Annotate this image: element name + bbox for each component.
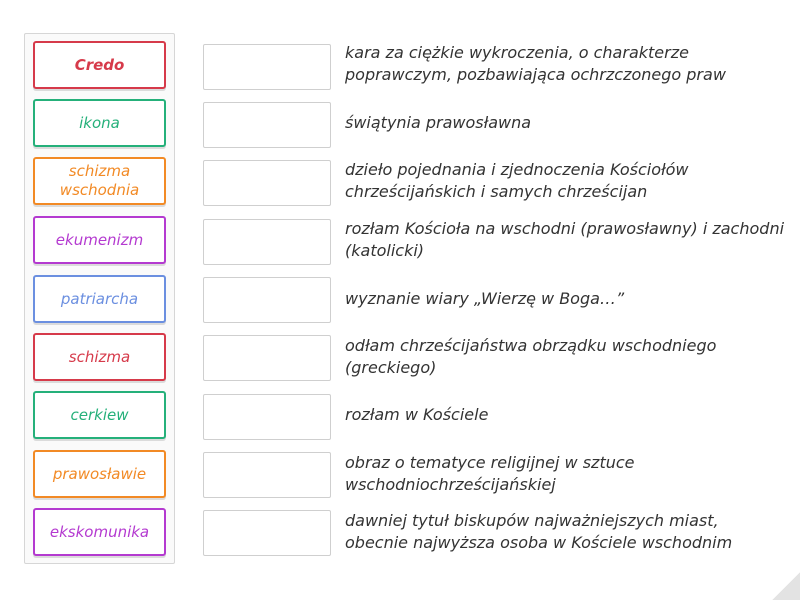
definition-text <box>345 508 785 556</box>
tile-label: ekskomunika <box>49 522 150 541</box>
tile-label: cerkiew <box>70 405 129 424</box>
drop-slot[interactable] <box>203 277 331 323</box>
definition-label: wyznanie wiary „Wierzę w Boga…” <box>345 289 625 308</box>
drop-slot[interactable] <box>203 452 331 498</box>
definition-label: odłam chrześcijaństwa obrządku wschodniego (greckiego) <box>345 336 717 377</box>
definition-label: świątynia prawosławna <box>345 113 532 132</box>
definition-text <box>345 333 785 381</box>
tile-label: prawosławie <box>52 464 147 483</box>
definition-text <box>345 157 785 205</box>
drop-slot[interactable] <box>203 44 331 90</box>
drop-slot[interactable] <box>203 102 331 148</box>
draggable-tile[interactable] <box>33 275 166 323</box>
definition-text <box>345 40 785 88</box>
drop-slot[interactable] <box>203 510 331 556</box>
draggable-tile[interactable] <box>33 216 166 264</box>
drop-slot[interactable] <box>203 335 331 381</box>
drop-slot[interactable] <box>203 394 331 440</box>
definition-label: obraz o tematyce religijnej w sztuce wschodniochrześcijańskiej <box>345 453 635 494</box>
definition-label: dawniej tytuł biskupów najważniejszych miast, obecnie najwyższa osoba w Kościele wschodnim <box>345 511 733 552</box>
definition-text <box>345 99 785 147</box>
draggable-tile[interactable] <box>33 157 166 205</box>
definition-label: kara za ciężkie wykroczenia, o charakterze poprawczym, pozbawiająca ochrzczonego praw <box>345 43 726 84</box>
draggable-tile[interactable] <box>33 508 166 556</box>
draggable-tile[interactable] <box>33 391 166 439</box>
tile-label: schizma wschodnia <box>59 162 140 199</box>
drop-slot[interactable] <box>203 160 331 206</box>
tile-label: Credo <box>74 55 125 74</box>
definition-text <box>345 216 785 264</box>
definition-label: dzieło pojednania i zjednoczenia Kościołów chrześcijańskich i samych chrześcijan <box>345 160 689 201</box>
tile-label: patriarcha <box>60 289 139 308</box>
draggable-tile[interactable] <box>33 333 166 381</box>
draggable-tile[interactable] <box>33 41 166 89</box>
definition-label: rozłam Kościoła na wschodni (prawosławny) i zachodni (katolicki) <box>345 219 785 260</box>
draggable-tile[interactable] <box>33 99 166 147</box>
definition-label: rozłam w Kościele <box>345 405 489 424</box>
page-corner-fold <box>772 572 800 600</box>
definition-text <box>345 450 785 498</box>
tile-label: ekumenizm <box>55 230 144 249</box>
drop-slot[interactable] <box>203 219 331 265</box>
definition-text <box>345 391 785 439</box>
draggable-tile[interactable] <box>33 450 166 498</box>
definition-text <box>345 275 785 323</box>
tile-label: ikona <box>79 113 120 132</box>
tile-label: schizma <box>68 347 131 366</box>
